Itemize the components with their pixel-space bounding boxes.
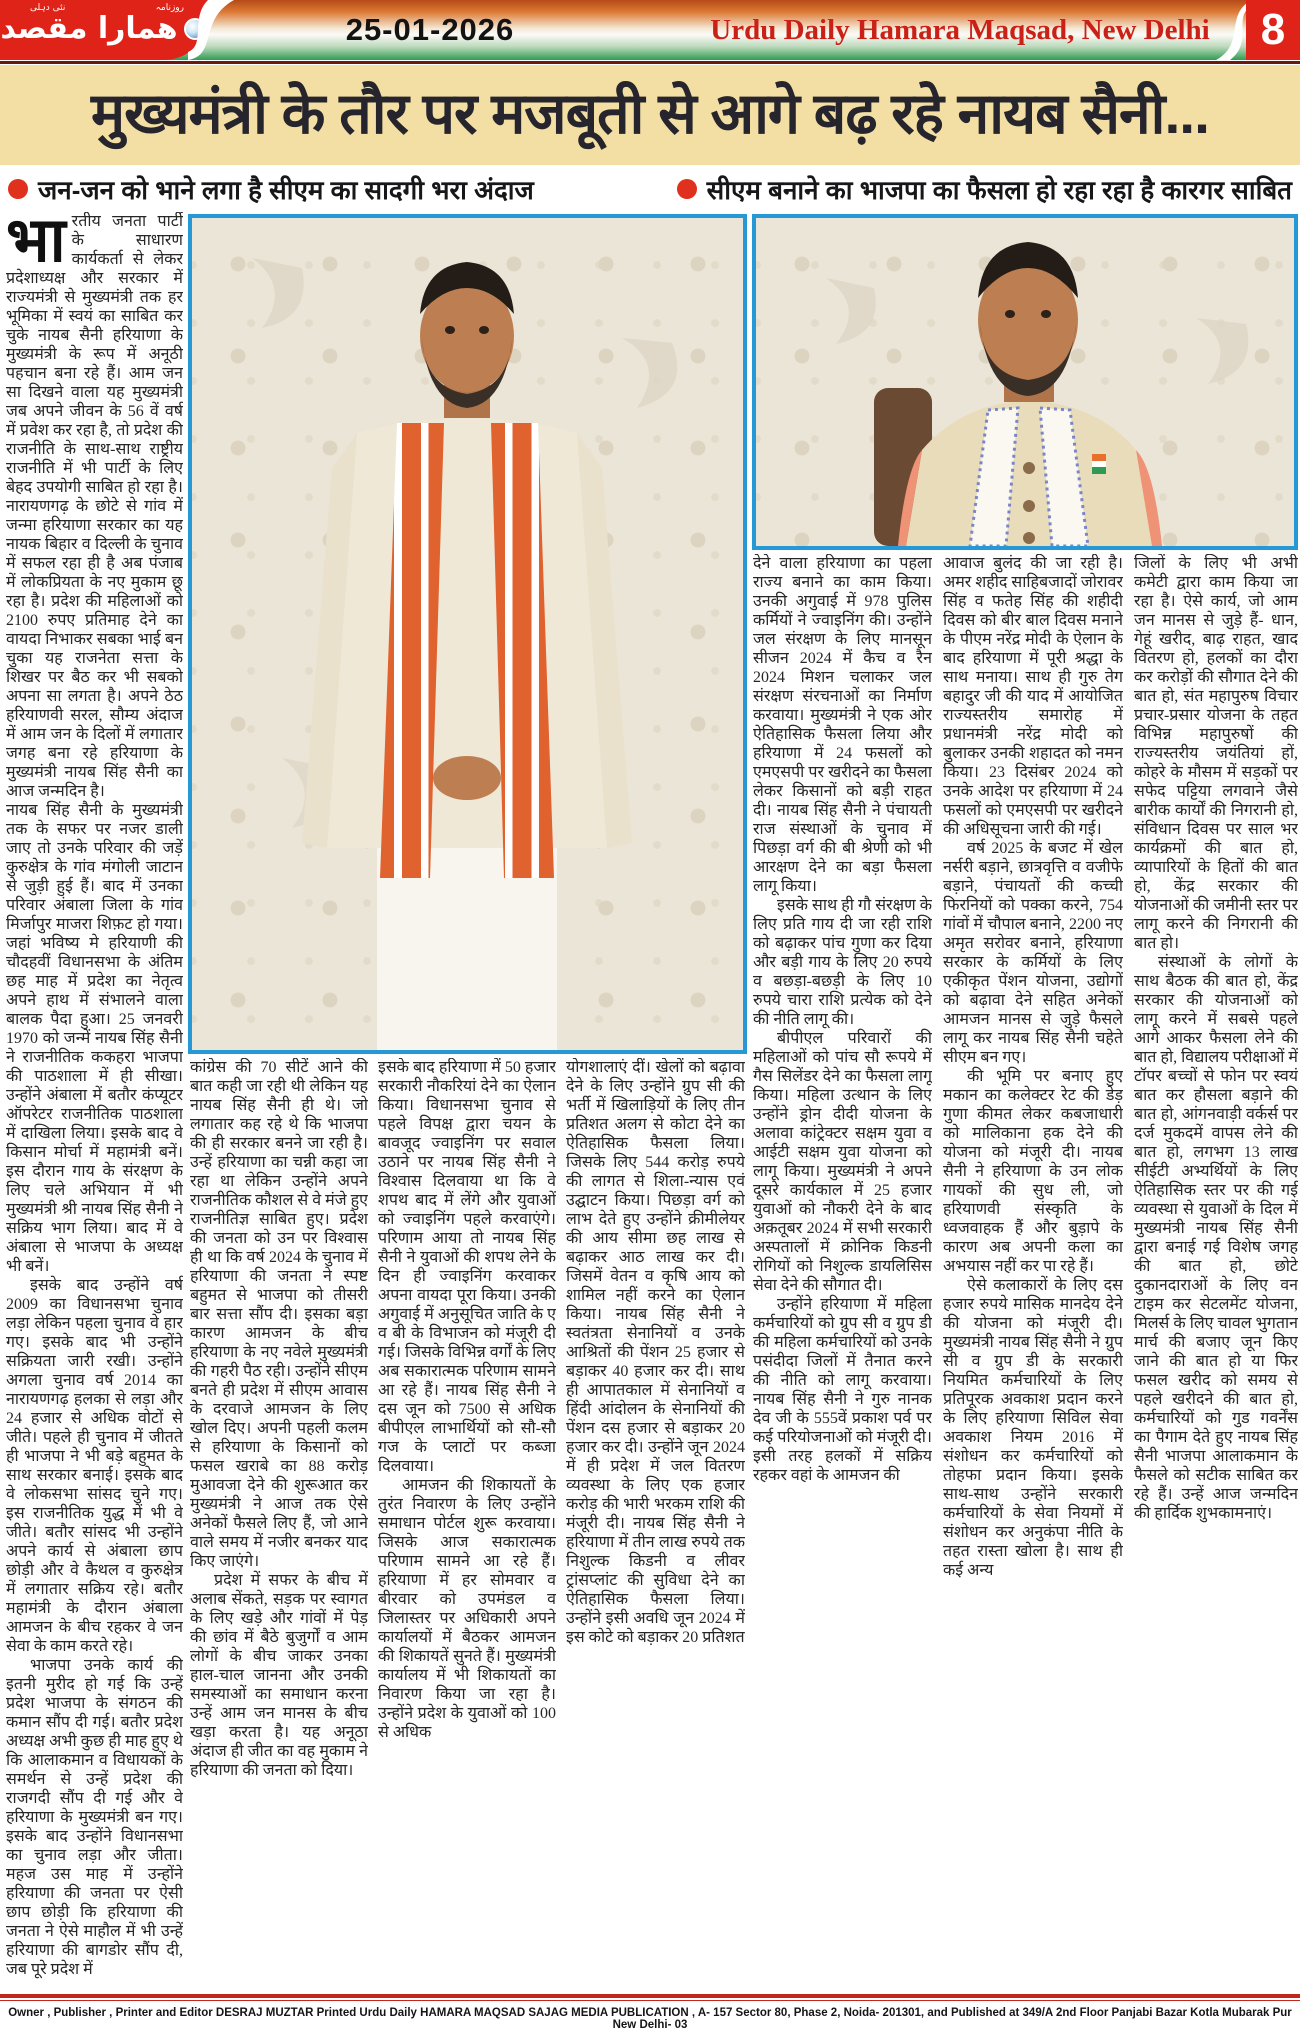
article-column-6 — [943, 554, 1123, 1986]
masthead-small-text: روزنامہ — [155, 3, 184, 13]
article-paragraph: वर्ष 2025 के बजट में खेल नर्सरी बड़ाने, छात्रवृत्ति व वजीफे बड़ाने, पंचायतों की कच्ची फिरनियों को पक्का करने, 754 गांवों में चौपाल बनाने, 2200 नए अमृत सरोवर बनाने, हरियाणा सरकार के कर्मियों के लिए एकीकृत पेंशन योजना, उद्योगों को बढ़ावा देने सहित अनेकों आमजन मानस से जुड़े फैसले लागू कर नायब सिंह सैनी चहेते सीएम बन गए। — [943, 840, 1123, 1066]
lead-paragraph: भारतीय जनता पार्टी के साधारण कार्यकर्ता से लेकर प्रदेशाध्यक्ष और सरकार में राज्यमंत्री से मुख्यमंत्री तक हर भूमिका में स्वयं का साबित कर चुके नायब सैनी हरियाणा के मुख्यमंत्री के रूप में अनूठी पहचान बना रहे हैं। आम जन सा दिखने वाला यह मुख्यमंत्री जब अपने जीवन के 56 वें वर्ष में प्रवेश कर रहा है, तो प्रदेश की राजनीति के साथ-साथ राष्ट्रीय राजनीति में भी पार्टी के लिए बेहद उपयोगी साबित हो रहा है। नारायणगढ़ के छोटे से गांव में जन्मा हरियाणा सरकार का यह नायक बिहार व दिल्ली के चुनाव में सफल रहा ही है अब पंजाब में लोकप्रियता के नए मुकाम छू रहा है। प्रदेश की महिलाओं को 2100 रुपए प्रतिमाह देने का वायदा निभाकर सबका भाई बन चुका यह राजनेता सत्ता के शिखर पर बैठ कर भी सबको अपना सा लगता है। अपने ठेठ हरियाणवी सरल, सौम्य अंदाज में आम जन के दिलों में लगातार जगह बना रहे हरियाणा के मुख्यमंत्री नायब सिंह सैनी का आज जन्मदिन है। — [6, 212, 183, 800]
article-paragraph: कांग्रेस की 70 सीटें आने की बात कही जा रही थी लेकिन यह नायब सिंह सैनी ही थे। जो लगातार कह रहे थे कि भाजपा की ही सरकार बनने जा रही है। उन्हें हरियाणा का चन्नी कहा जा रहा था लेकिन उन्होंने अपने राजनीतिक कौशल से वे मंजे हुए राजनीतिज्ञ साबित हुए। प्रदेश की जनता को उन पर विश्वास ही था कि वर्ष 2024 के चुनाव में हरियाणा की जनता ने स्पष्ट बहुमत से भाजपा को तीसरी बार सत्ता सौंप दी। इसका बड़ा कारण आमजन के बीच हरियाणा के नए नवेले मुख्यमंत्री की गहरी पैठ रही। उन्होंने सीएम बनते ही प्रदेश में सीएम आवास के दरवाजे आमजन के लिए खोल दिए। अपनी पहली कलम से हरियाणा के किसानों को फसल खराबे का 88 करोड़ मुआवजा देने की शुरूआत कर मुख्यमंत्री ने आज तक ऐसे अनेकों फैसले लिए हैं, जो आने वाले समय में नजीर बनकर याद किए जाएंगे। — [190, 1059, 368, 1570]
article-paragraph: इसके बाद उन्होंने वर्ष 2009 का विधानसभा चुनाव लड़ा लेकिन पहला चुनाव वे हार गए। इसके बाद भी उन्होंने सक्रियता जारी रखी। उन्होंने अगला चुनाव वर्ष 2014 का नारायणगढ़ हलका से लड़ा और 24 हजार से अधिक वोटों से जीते। पहले ही चुनाव में जीतते ही भाजपा ने भी बड़े बहुमत के साथ सरकार बनाई। इसके बाद वे लोकसभा सांसद चुने गए। इस राजनीतिक युद्ध में भी वे जीते। बतौर सांसद भी उन्होंने अपने कार्य से अंबाला छाप छोड़ी और वे कैथल व कुरुक्षेत्र में लगातार सक्रिय रहे। बतौर महामंत्री के दौरान अंबाला आमजन के बीच रहकर वे जन सेवा के काम करते रहे। — [6, 1277, 183, 1655]
flag-pin-icon — [1092, 454, 1106, 474]
article-paragraph: नायब सिंह सैनी के मुख्यमंत्री तक के सफर पर नजर डाली जाए तो उनके परिवार की जड़ें कुरुक्षेत्र के गांव मंगोली जाटान से जुड़ी हुई हैं। बाद में उनका परिवार अंबाला जिला के गांव मिर्जापुर माजरा शिफ़ट हो गया। जहां भविष्य मे हरियाणी की चौदहवीं विधानसभा के अंतिम छह माह में प्रदेश का नेतृत्व अपने हाथ में संभालने वाला बालक पैदा हुआ। 25 जनवरी 1970 को जन्में नायब सिंह सैनी ने राजनीतिक ककहरा भाजपा की पाठशाला में ही सीखा। उन्होंने अंबाला में बतौर कंप्यूटर ऑपरेटर राजनीतिक पाठशाला में दाखिला लिया। इसके बाद वे किसान मोर्चा में महामंत्री बनें। इस दौरान गाय के संरक्षण के लिए चले अभियान में भी मुख्यमंत्री श्री नायब सिंह सैनी ने सक्रिय भाग लिया। बाद में वे अंबाला से भाजपा के अध्यक्ष भी बनें। — [6, 802, 183, 1275]
seated-portrait-illustration — [756, 218, 1294, 546]
article-paragraph: की भूमि पर बनाए हुए मकान का कलेक्टर रेट की डेड़ गुणा कीमत लेकर कबजाधारी को मालिकाना हक देने की योजना को मंजूरी दी। नायब सैनी ने हरियाणा के उन लोक गायकों की सुध ली, जो हरियाणवी संस्कृति के ध्वजवाहक हैं और बुड़ापे के कारण अब अपनी कला का अभयास नहीं कर पा रहे हैं। — [943, 1068, 1123, 1275]
article-paragraph: योगशालाएं दीं। खेलों को बढ़ावा देने के लिए उन्होंने ग्रुप सी की भर्ती में खिलाड़ियों के लिए तीन प्रतिशत अलग से कोटा देने का ऐतिहासिक फैसला लिया। जिसके लिए 544 करोड़ रुपये की लागत से शिला-न्यास एवं उद्घाटन किया। पिछड़ा वर्ग को लाभ देते हुए उन्होंने क्रीमीलेयर की आय सीमा छह लाख से बढ़ाकर आठ लाख कर दी। जिसमें वेतन व कृषि आय को शामिल नहीं करने का ऐलान किया। नायब सिंह सैनी ने स्वतंत्रता सेनानियों व उनके आश्रितों की पेंशन 25 हजार से बड़ाकर 40 हजार कर दी। साथ ही आपातकाल में सेनानियों व हिंदी आंदोलन के सेनानियों की पेंशन दस हजार से बड़ाकर 20 हजार कर दी। उन्होंने जून 2024 में ही प्रदेश में जल वितरण व्यवस्था के लिए एक हजार करोड़ की भारी भरकम राशि की मंजूरी दी। नायब सिंह सैनी ने हरियाणा में तीन लाख रुपये तक निशुल्क किडनी व लीवर ट्रांसप्लांट की सुविधा देने का ऐतिहासिक फैसला लिया। उन्होंने इसी अवधि जून 2024 में इस कोटे को बड़ाकर 20 प्रतिशत — [566, 1059, 745, 1646]
masthead-city-text: نئی دہلی — [30, 3, 66, 13]
photo-nayab-saini-standing — [188, 214, 747, 1054]
subhead-row — [8, 170, 1292, 208]
article-column-7 — [1134, 554, 1298, 1986]
footer-rule-thin — [0, 2000, 1300, 2001]
article-paragraph: ऐसे कलाकारों के लिए दस हजार रुपये मासिक मानदेय देने की योजना को मंजूरी दी। मुख्यमंत्री नायब सिंह सैनी ने ग्रुप सी व ग्रुप डी के सरकारी नियमित कर्मचारियों के लिए प्रतिपूरक अवकाश प्रदान करने के लिए हरियाणा सिविल सेवा अवकाश नियम 2016 में संशोधन कर कर्मचारियों को तोहफा प्रदान किया। इसके साथ-साथ उन्होंने सरकारी कर्मचारियों के सेवा नियमों में संशोधन कर अनुकंपा नीति के तहत रास्ता खोला है। साथ ही कई अन्य — [943, 1277, 1123, 1579]
masthead-logo — [0, 0, 206, 58]
article-paragraph: संस्थाओं के लोगों के साथ बैठक की बात हो, केंद्र सरकार की योजनाओं को लागू करने में सबसे पहले आगे आकर फैसला लेने की बात हो, विद्यालय परीक्षाओं में टॉपर बच्चों से फोन पर स्वयं बात कर हौसला बड़ाने की बात हो, आंगनवाड़ी वर्कर्स पर दर्ज मुकदमें वापस लेने की बात हो, लगभग 13 लाख सीईटी अभ्यर्थियों के लिए ऐतिहासिक स्तर पर की गई व्यवस्था से युवाओं के दिल में मुख्यमंत्री नायब सिंह सैनी द्वारा बनाई गई विशेष जगह की बात हो, छोटे दुकानदाराओं के लिए वन टाइम कर सेटलमेंट योजना, मिलर्स के लिए चावल भुगतान मार्च की बजाए जून किए जाने की बात हो या फिर फसल खरीद को समय से पहले खरीदने की बात हो, कर्मचारियों को गुड गवर्नेंस का पैगाम देते हुए नायब सिंह सैनी भाजपा आलाकमान के फैसले को सटीक साबित कर रहे हैं। उन्हें आज जन्मदिन की हार्दिक शुभकामनाएं। — [1134, 954, 1298, 1522]
article-column-1 — [6, 212, 183, 1988]
bullet-icon — [677, 179, 697, 199]
page-number: 8 — [1246, 0, 1300, 60]
subhead-left-text: जन-जन को भाने लगा है सीएम का सादगी भरा अंदाज — [38, 175, 534, 205]
subhead-right-text: सीएम बनाने का भाजपा का फैसला हो रहा रहा है कारगर साबित — [706, 175, 1292, 205]
article-paragraph: आवाज बुलंद की जा रही है। अमर शहीद साहिबजादों जोरावर सिंह व फतेह सिंह की शहीदी दिवस को बीर बाल दिवस मनाने के पीएम नरेंद्र मोदी के ऐलान के बाद हरियाणा में पूरी श्रद्धा के साथ मनाया। साथ ही गुरु तेग बहादुर जी की याद में आयोजित राज्यस्तरीय समारोह में प्रधानमंत्री नरेंद्र मोदी को बुलाकर उनकी शहादत को नमन किया। 23 दिसंबर 2024 को उनके आदेश पर हरियाणा में 24 फसलों को एमएसपी पर खरीदने की अधिसूचना जारी की गई। — [943, 555, 1123, 838]
footer-rule-thick — [0, 1994, 1300, 1998]
header-divider-rule — [0, 61, 1300, 64]
article-paragraph: जिलों के लिए भी अभी कमेटी द्वारा काम किया जा रहा है। ऐसे कार्य, जो आम जन मानस से जुड़े हैं- धान, गेहूं खरीद, बाढ़ राहत, खाद वितरण हो, हलकों का दौरा कर करोड़ों की सौगात देने की बात हो, संत महापुरुष विचार प्रचार-प्रसार योजना के तहत विभिन्न महापुरुषों की राज्यस्तरीय जयंतियां हों, कोहरे के मौसम में सड़कों पर सफेद पट्टिया लगवाने जैसे बारीक कार्यों की निगरानी हो, संविधान दिवस पर साल भर कार्यक्रमों की बात हो, व्यापारियों के हितों की बात हो, केंद्र सरकार की योजनाओं की जमीनी स्तर पर लागू करने की निगरानी की बात हो। — [1134, 555, 1298, 952]
article-paragraph: देने वाला हरियाणा का पहला राज्य बनाने का काम किया। उनकी अगुवाई में 978 पुलिस कर्मियों ने ज्वाइनिंग की। उन्होंने जल संरक्षण के लिए मानसून सीजन 2024 में कैच व रैन 2024 मिशन चलाकर जल संरक्षण संरचनाओं का निर्माण करवाया। मुख्यमंत्री ने एक ओर ऐतिहासिक फैसला लिया और हरियाणा में 24 फसलों को एमएसपी पर खरीदने का फैसला लेकर किसानों को बड़ी राहत दी। नायब सिंह सैनी ने पंचायती राज संस्थाओं के चुनाव में पिछड़ा वर्ग की बी श्रेणी को भी आरक्षण देने का बड़ा फैसला लागू किया। — [753, 555, 932, 895]
main-headline: मुख्यमंत्री के तौर पर मजबूती से आगे बढ़ रहे नायब सैनी... — [91, 82, 1209, 147]
drop-cap: भा — [6, 212, 66, 275]
standing-portrait-illustration — [192, 218, 743, 1050]
article-column-2 — [190, 1058, 368, 1986]
article-paragraph: उन्होंने हरियाणा में महिला कर्मचारियों को ग्रुप सी व ग्रुप डी की महिला कर्मचारियों को उनके पसंदीदा जिलों में तैनात करने की नीति को लागू करवाया। नायब सिंह सैनी ने गुरु नानक देव जी के 555वें प्रकाश पर्व पर कई परियोजनाओं को मंजूरी दी। इसी तरह हलकों में सक्रिय रहकर वहां के आमजन की — [753, 1296, 932, 1484]
masthead-swoosh-shape — [188, 0, 234, 60]
article-paragraph: प्रदेश में सफर के बीच में अलाब सेंकते, सड़क पर स्वागत के लिए खड़े और गांवों में पेड़ की छांव में बैठे बुजुर्गों व आम लोगों के बीच जाकर उनका हाल-चाल जानना और उनकी समस्याओं का समाधान करना उन्हें आम जन मानस के बीच खड़ा करता है। यह अनूठा अंदाज ही जीत का वह मुकाम ने हरियाणा की जनता को दिया। — [190, 1572, 368, 1779]
photo-nayab-saini-seated — [752, 214, 1298, 550]
article-paragraph: बीपीएल परिवारों की महिलाओं को पांच सौ रूपये में गैस सिलेंडर देने का फैसला लागू किया। महिला उत्थान के लिए उन्होंने ड्रोन दीदी योजना के अलावा कांट्रेक्टर सक्षम युवा व आईटी सक्षम युवा योजना को लागू किया। मुख्यमंत्री ने अपने दूसरे कार्यकाल में 25 हजार युवाओं को नौकरी देने के बाद अक़तूबर 2024 में सभी सरकारी अस्पतालों में क्रोनिक किडनी रोगियों को निशुल्क डायलिसिस सेवा देने की सौगात दी। — [753, 1030, 932, 1294]
bullet-icon — [8, 179, 28, 199]
article-paragraph: आमजन की शिकायतों के तुरंत निवारण के लिए उन्होंने समाधान पोर्टल शुरू करवाया। जिसके आज सकारात्मक परिणाम सामने आ रहे हैं। हरियाणा में हर सोमवार व बीरवार को उपमंडल व जिलास्तर पर अधिकारी अपने कार्यालयों में बैठकर आमजन की शिकायतें सुनते हैं। मुख्यमंत्री कार्यालय में भी शिकायतों का निवारण किया जा रहा है। उन्होंने प्रदेश के युवाओं को 100 से अधिक — [378, 1477, 556, 1741]
masthead-band — [0, 0, 1300, 60]
article-column-4 — [566, 1058, 745, 1986]
issue-date: 25-01-2026 — [345, 12, 515, 47]
article-paragraph: भाजपा उनके कार्य की इतनी मुरीद हो गई कि उन्हें प्रदेश भाजपा के संगठन की कमान सौंप दी गई। बतौर प्रदेश अध्यक्ष अभी कुछ ही माह हुए थे कि आलाकमान व विधायकों के समर्थन से उन्हें प्रदेश की राजगदी सौंप दी गई और वे हरियाणा के मुख्यमंत्री बन गए। इसके बाद उन्होंने विधानसभा का चुनाव लड़ा और जीता। महज उस माह में उन्होंने हरियाणा की जनता पर ऐसी छाप छोड़ी कि हरियाणा की जनता ने ऐसे माहौल में भी उन्हें हरियाणा की बागडोर सौंप दी, जब पूरे प्रदेश में — [6, 1657, 183, 1978]
article-paragraph: इसके बाद हरियाणा में 50 हजार सरकारी नौकरियां देने का ऐलान किया। विधानसभा चुनाव से पहले विपक्ष द्वारा चयन के बावजूद ज्वाइनिंग पर सवाल उठाने पर नायब सिंह सैनी ने विश्वास दिलवाया था कि वे शपथ बाद में लेंगे और युवाओं को ज्वाइनिंग पहले करवाएंगे। परिणाम आया तो नायब सिंह सैनी ने युवाओं की शपथ लेने के दिन ही ज्वाइनिंग करवाकर अपना वायदा पूरा किया। उनकी अगुवाई में अनुसूचित जाति के ए व बी के विभाजन को मंजूरी दी गई। जिसके विभिन्न वर्गों के लिए अब सकारात्मक परिणाम सामने आ रहे हैं। नायब सिंह सैनी ने दस जून को 7500 से अधिक बीपीएल लाभार्थियों को सौ-सौ गज के प्लाटों पर कब्जा दिलवाया। — [378, 1059, 556, 1475]
imprint-line: Owner , Publisher , Printer and Editor DESRAJ MUZTAR Printed Urdu Daily HAMARA MAQSAD SAJAG MEDIA PUBLICATION , A- 157 Sector 80, Phase 2, Noida- 201301, and Published at 349/A 2nd Floor Panjabi Bazar Kotla Mubarak Pur New Delhi- 03 — [8, 2007, 1292, 2030]
article-paragraph: इसके साथ ही गौ संरक्षण के लिए प्रति गाय दी जा रही राशि को बढ़ाकर पांच गुणा कर दिया और बड़ी गाय के लिए 20 रुपये व बछड़ा-बछड़ी के लिए 10 रुपये चारा राशि प्रत्येक को देने की नीति लागू की। — [753, 897, 932, 1028]
masthead-urdu-title: ھمارا مقصد — [0, 11, 178, 46]
subhead-left — [8, 171, 534, 207]
article-column-5 — [753, 554, 932, 1986]
paper-name: Urdu Daily Hamara Maqsad, New Delhi — [710, 14, 1210, 46]
subhead-right — [677, 171, 1292, 207]
article-column-3 — [378, 1058, 556, 1986]
headline-band — [0, 65, 1300, 165]
